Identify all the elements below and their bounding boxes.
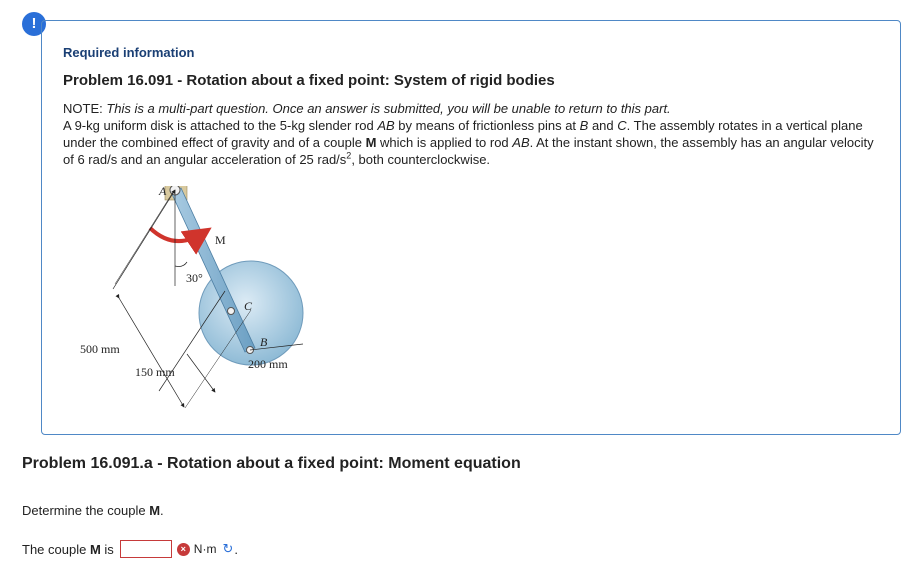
required-information-heading: Required information [63, 45, 195, 60]
para-part: . The assembly rotates in a vertical plane under the combined effect of gravity and of a couple [63, 118, 863, 150]
label-c: C [244, 299, 253, 313]
mechanism-figure [75, 186, 375, 421]
para-part: A 9-kg uniform disk is attached to the 5-kg slender rod [63, 118, 378, 133]
answer-row [22, 540, 238, 558]
label-m: M [215, 233, 226, 247]
label-200mm: 200 mm [248, 357, 288, 371]
para-rod-ab: AB [377, 118, 395, 133]
note-text: This is a multi-part question. Once an answer is submitted, you will be unable to return to this part. [106, 101, 671, 116]
para-part: and [588, 118, 618, 133]
para-part: . At the instant shown, the assembly has an angular velocity of 6 rad/s and an angular acceleration of 25 rad/s [63, 135, 874, 167]
prompt-bold-m: M [149, 503, 161, 518]
para-couple-m: M [365, 135, 377, 150]
para-superscript: 2 [346, 150, 352, 161]
para-pin-c: C [617, 118, 627, 133]
label-angle: 30° [186, 271, 203, 285]
part-a-prompt [22, 503, 164, 518]
pin-c [228, 308, 235, 315]
para-part: which is applied to rod [376, 135, 513, 150]
label-a: A [159, 186, 167, 198]
alert-icon: ! [22, 12, 46, 36]
answer-label-bold-m: M [89, 541, 101, 557]
answer-label-is: is [100, 541, 114, 557]
para-part: by means of frictionless pins at [394, 118, 580, 133]
clockwise-rotation-icon[interactable]: ↻ [222, 541, 234, 556]
problem-title: Problem 16.091 - Rotation about a fixed point: System of rigid bodies [63, 72, 555, 89]
angle-arc [175, 262, 187, 267]
note-label: NOTE: [63, 101, 107, 116]
prompt-text: Determine the couple [22, 503, 150, 518]
para-rod-ab: AB [512, 135, 530, 150]
label-500mm: 500 mm [80, 342, 120, 356]
para-part: , both counterclockwise. [351, 152, 491, 167]
couple-m-answer-input[interactable] [120, 540, 172, 558]
incorrect-icon: × [177, 543, 190, 556]
part-a-title: Problem 16.091.a - Rotation about a fixed point: Moment equation [22, 455, 521, 472]
answer-label-text: The couple [22, 541, 90, 557]
trailing-period: . [234, 541, 238, 557]
required-information-panel [41, 20, 901, 435]
answer-label [22, 542, 114, 557]
prompt-period: . [160, 503, 164, 518]
dim-500-arrow [119, 298, 184, 407]
label-150mm: 150 mm [135, 365, 175, 379]
para-pin-b: B [579, 118, 589, 133]
label-b: B [260, 335, 268, 349]
dim-150-arrow [187, 354, 215, 392]
problem-statement [63, 100, 883, 168]
unit-label: N·m [193, 542, 217, 556]
